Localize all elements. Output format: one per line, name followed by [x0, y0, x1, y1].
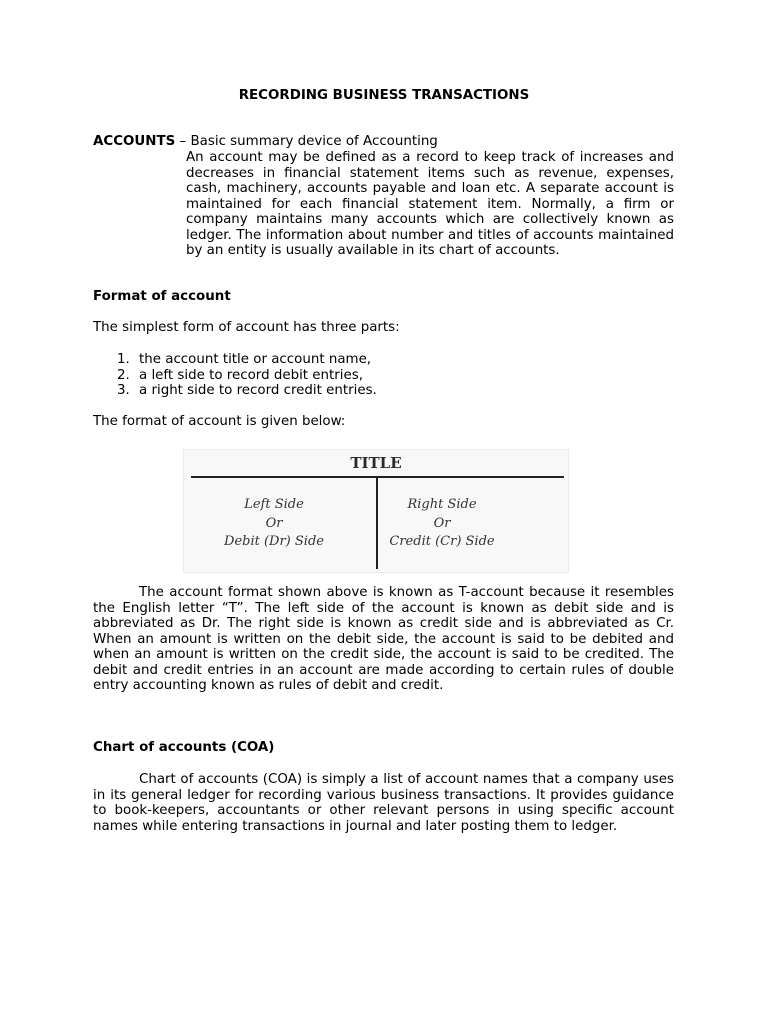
list-number: 3. — [117, 383, 130, 398]
list-number: 1. — [117, 352, 130, 367]
t-account-right-side — [380, 496, 504, 552]
simplest-form-text: The simplest form of account has three parts: — [93, 320, 400, 335]
format-intro-text: The format of account is given below: — [93, 414, 346, 429]
left-side-label: Left Side — [244, 497, 304, 512]
list-text: the account title or account name, — [139, 352, 372, 367]
t-account-title: TITLE — [350, 454, 402, 472]
accounts-tagline: – Basic summary device of Accounting — [175, 134, 438, 149]
accounts-term: ACCOUNTS — [93, 134, 176, 149]
t-account-left-side — [194, 496, 354, 552]
format-heading: Format of account — [93, 289, 231, 304]
list-number: 2. — [117, 367, 130, 383]
right-side-label: Right Side — [407, 497, 477, 512]
t-account-figure — [183, 449, 569, 573]
list-item — [93, 368, 675, 384]
list-item — [93, 383, 675, 399]
list-text: a right side to record credit entries. — [139, 383, 377, 398]
parts-list — [93, 352, 675, 399]
list-text: a left side to record debit entries, — [139, 367, 363, 383]
coa-paragraph: Chart of accounts (COA) is simply a list of account names that a company uses in its general ledger for recording various business transactions. It provides guidance to book-keepers, accountants or other relevant persons in using specific account names while entering transactions in journal and later posting them to ledger. — [93, 772, 674, 834]
coa-heading: Chart of accounts (COA) — [93, 740, 275, 755]
list-item — [93, 352, 675, 368]
document-title: RECORDING BUSINESS TRANSACTIONS — [238, 88, 530, 103]
left-or-label: Or — [265, 515, 283, 531]
credit-side-label: Credit (Cr) Side — [389, 534, 495, 549]
right-or-label: Or — [433, 515, 451, 531]
t-account-vertical-rule — [376, 477, 378, 569]
accounts-heading-line — [93, 134, 675, 150]
t-account-paragraph: The account format shown above is known as T-account because it resembles the English letter “T”. The left side of the account is known as debit side and is abbreviated as Dr. The right side is known as credit side and is abbreviated as Cr. When an amount is written on the debit side, the account is said to be debited and when an amount is written on the credit side, the account is said to be credited. The debit and credit entries in an account are made according to certain rules of double entry accounting known as rules of debit and credit. — [93, 585, 674, 693]
debit-side-label: Debit (Dr) Side — [224, 534, 324, 549]
accounts-definition: An account may be defined as a record to keep track of increases and decreases in financial statement items such as revenue, expenses, cash, machinery, accounts payable and loan etc. A separate account is maintained for each financial statement item. Normally, a firm or company maintains many accounts which are collectively known as ledger. The information about number and titles of accounts maintained by an entity is usually available in its chart of accounts. — [186, 150, 674, 258]
